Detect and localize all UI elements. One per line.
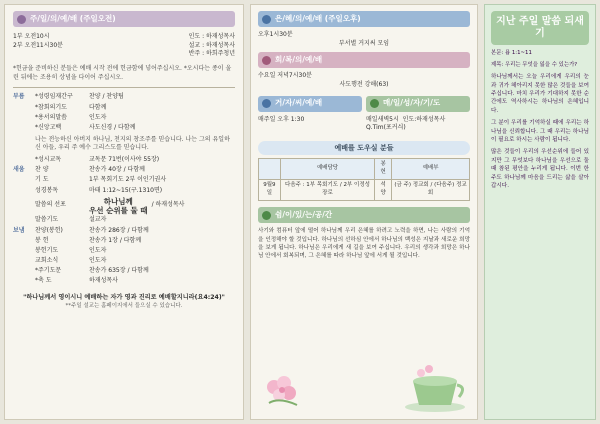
friday-time: 매주일 오후 1:30 [258, 115, 305, 123]
order-row: *용서의말씀 인도자 [35, 113, 107, 121]
sermon-preacher: / 하재성목사 [151, 201, 185, 209]
section-header: 거/자/씨/예/배 [258, 96, 362, 112]
bullet-icon [262, 99, 271, 108]
bullet-icon [262, 211, 271, 220]
helpers-title: 예배를 도우실 분들 [258, 141, 470, 155]
section-header: 회/복/의/예/배 [258, 52, 470, 68]
order-row: *성시교독 교독문 71번(이사야 55장) [35, 156, 160, 164]
table-header-row: 예배담당 봉 헌 예배부 [259, 159, 470, 180]
order-row: 봉 헌 찬송가 1장 / 다함께 [35, 236, 142, 244]
two-headers [258, 96, 470, 112]
order-row: 새움 찬 양 찬송가 40장 / 다함께 [13, 166, 145, 174]
order-row: 교회소식 인도자 [35, 257, 107, 265]
other-services-panel [250, 4, 478, 420]
sermon-title: 하나님께 우선 순위를 둘 때 [89, 196, 148, 215]
wednesday-service: 수요일 저녁7시30분 사도행전 강해(63) [258, 72, 389, 89]
order-row: *신앙고백 사도신경 / 다함께 [35, 124, 136, 131]
two-columns [258, 116, 470, 133]
order-row: 기 도 1부 목회기도 2부 이인기권사 [35, 176, 167, 184]
sermon-row [13, 197, 235, 215]
service-1: 1부 오전10시 [13, 33, 50, 40]
section-header: 주/일/의/예/배 (주일오전) [13, 11, 235, 27]
section-header: 쉼/이/있/는/공/간 [258, 207, 470, 223]
order-row: 보냄 찬양(봉헌) 찬송가 286장 / 다함께 [13, 226, 149, 234]
review-subtitle: 제목: 우리는 무엇을 잃을 수 있는가? [491, 62, 578, 69]
review-paragraph: 그 분이 우리를 기억하실 때에 우리는 하나님을 신뢰합니다. 그 때 우리는 하나님이 필요로 하시는 사람이 됩니다. [491, 120, 589, 143]
bullet-icon [17, 15, 26, 24]
service-times [13, 33, 235, 59]
flower-illustration [259, 373, 309, 411]
sermon-review-panel [484, 4, 596, 420]
scripture-footer: "하나님께서 영이시니 예배하는 자가 영과 진리로 예배할지니라(요4:24)" [23, 294, 225, 302]
table-row: 9월9일 다음주 : 1부 목회기도 / 2부 이정성장로 석 양 (금 주) 정교회 / (다음주) 정교회 [259, 180, 470, 201]
notice: *헌금을 준비하신 분들은 예배 시작 전에 헌금함에 넣어주십시오. *오시다는 종이 울린 뒤에는 조용히 상념을 다이어 주십시오. [13, 65, 232, 81]
order-row: 성경봉독 마태 1:12~15(구.1310면) [35, 186, 163, 194]
accompanist: 반주 : 하희주청년 [188, 50, 235, 58]
creed-text: 나는 전능하신 아버지 하나님, 천지의 창조주를 믿습니다. 나는 그의 유일하신 아들, 우리 주 예수 그리스도를 믿습니다. [35, 135, 230, 152]
order-row: *참회의기도 다함께 [35, 103, 107, 111]
dawn-prayer: 매일새벽5시 인도:하재성목사 Q.Tim(포커싀) [366, 115, 446, 132]
section-header: 매/일/성/자/기/도 [366, 96, 470, 112]
service-2: 2부 오전11시30분 [13, 41, 63, 49]
review-paragraph: 하나님께서는 오늘 우리에게 우리의 눈과 귀가 헤아리지 못한 많은 것들을 보여 주십니다. 마치 우리가 기대하지 못한 순간에도 역사하시는 하나님의 은혜입니다. [491, 74, 589, 114]
review-title: 지난 주일 말씀 되새기 [491, 11, 589, 45]
order-row: 부름 *성령임재간구 찬양 / 찬양팀 [13, 93, 124, 101]
sunday-service-panel [4, 4, 244, 420]
preacher: 설교 : 하재성목사 [188, 41, 235, 49]
order-row: *축 도 하재성목사 [35, 277, 118, 285]
afternoon-service: 오후1시30분 부서별 거지써 모임 [258, 31, 390, 47]
bullet-icon [262, 15, 271, 24]
bullet-icon [262, 56, 271, 65]
order-row: 봉헌기도 인도자 [35, 246, 107, 254]
helpers-table [258, 158, 470, 201]
leader: 인도 : 하재성목사 [188, 33, 235, 40]
order-row: *주기도문 찬송가 635장 / 다함께 [35, 267, 149, 275]
section-header: 은/혜/의/예/배 (주일오후) [258, 11, 470, 27]
order-row: 말씀기도 설교자 [35, 216, 107, 224]
divider [13, 87, 235, 88]
sermon-label: 말씀의 선포 [35, 201, 66, 209]
teacup-illustration [401, 363, 469, 413]
review-reference: 본문: 욥 1:1~11 [491, 50, 532, 56]
review-paragraph: 많은 것들이 우리의 우선순위에 들어 있지만 그 무엇보다 하나님을 우선으로 둘 때 참된 평안을 누리게 됩니다. 이번 한 주도 하나님께 마음을 드리는 삶을 살아갑시다. [491, 149, 589, 189]
bullet-icon [370, 99, 379, 108]
order-list [13, 93, 235, 286]
homepage-note: **주일 설교는 홈페이지에서 들으실 수 있습니다. [65, 303, 183, 310]
essay-text: 사기와 컴퓨터 앞에 떨어 하나님께 우리 은혜를 하려고 노력을 하면, 나는 사람의 기억을 인정해야 할 것입니다. 하나님의 선하심 안에서 하나님의 백성은 지날과 새로운 희망을 보게 됩니다. 하나님은 우리에게 새 길을 보여 주십니다. 우리의 생각과 희망은 하나님 안에서 회복되며, 그 은혜를 따라 하나님 앞에 서게 될 것입니다. [258, 228, 470, 260]
